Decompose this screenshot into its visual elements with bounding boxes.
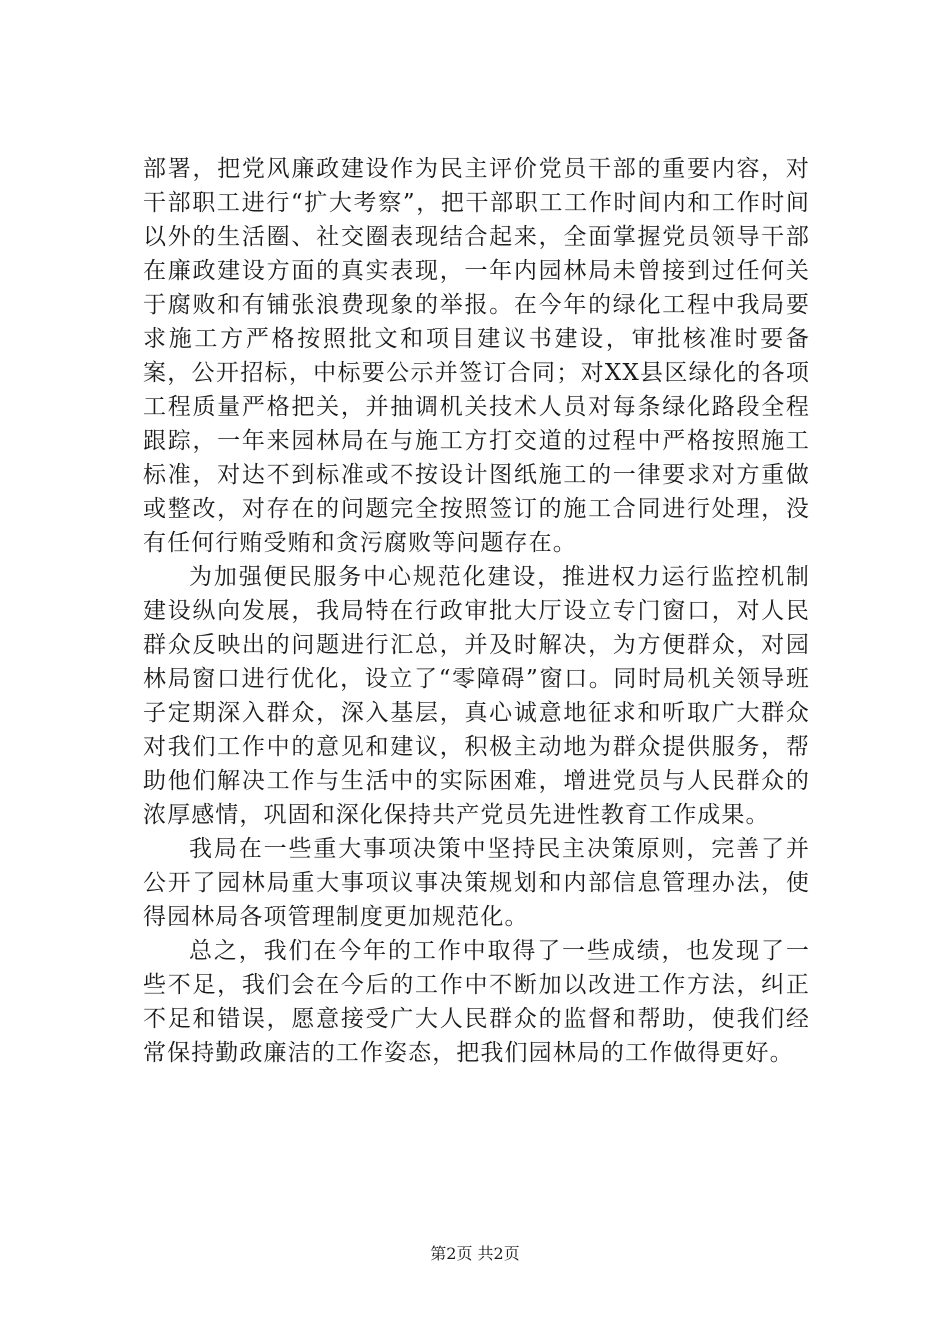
- paragraph-conclusion: 总之，我们在今年的工作中取得了一些成绩，也发现了一些不足，我们会在今后的工作中不断加以改进工作方法，纠正不足和错误，愿意接受广大人民群众的监督和帮助，使我们经常保持勤政廉洁的工作姿态，把我们园林局的工作做得更好。: [143, 938, 810, 1066]
- document-body: [143, 152, 810, 1070]
- paragraph-decision-making: 我局在一些重大事项决策中坚持民主决策原则，完善了并公开了园林局重大事项议事决策规划和内部信息管理办法，使得园林局各项管理制度更加规范化。: [143, 836, 810, 930]
- page-number-footer: 第2页 共2页: [430, 1244, 520, 1263]
- paragraph-continuation: 部署，把党风廉政建设作为民主评价党员干部的重要内容，对干部职工进行“扩大考察”，把干部职工工作时间内和工作时间以外的生活圈、社交圈表现结合起来，全面掌握党员领导干部在廉政建设方面的真实表现，一年内园林局未曾接到过任何关于腐败和有铺张浪费现象的举报。在今年的绿化工程中我局要求施工方严格按照批文和项目建议书建设，审批核准时要备案，公开招标，中标要公示并签订合同；对XX县区绿化的各项工程质量严格把关，并抽调机关技术人员对每条绿化路段全程跟踪，一年来园林局在与施工方打交道的过程中严格按照施工标准，对达不到标准或不按设计图纸施工的一律要求对方重做或整改，对存在的问题完全按照签订的施工合同进行处理，没有任何行贿受贿和贪污腐败等问题存在。: [143, 156, 810, 556]
- paragraph-service-center: 为加强便民服务中心规范化建设，推进权力运行监控机制建设纵向发展，我局特在行政审批大厅设立专门窗口，对人民群众反映出的问题进行汇总，并及时解决，为方便群众，对园林局窗口进行优化，设立了“零障碍”窗口。同时局机关领导班子定期深入群众，深入基层，真心诚意地征求和听取广大群众对我们工作中的意见和建议，积极主动地为群众提供服务，帮助他们解决工作与生活中的实际困难，增进党员与人民群众的浓厚感情，巩固和深化保持共产党员先进性教育工作成果。: [143, 564, 810, 828]
